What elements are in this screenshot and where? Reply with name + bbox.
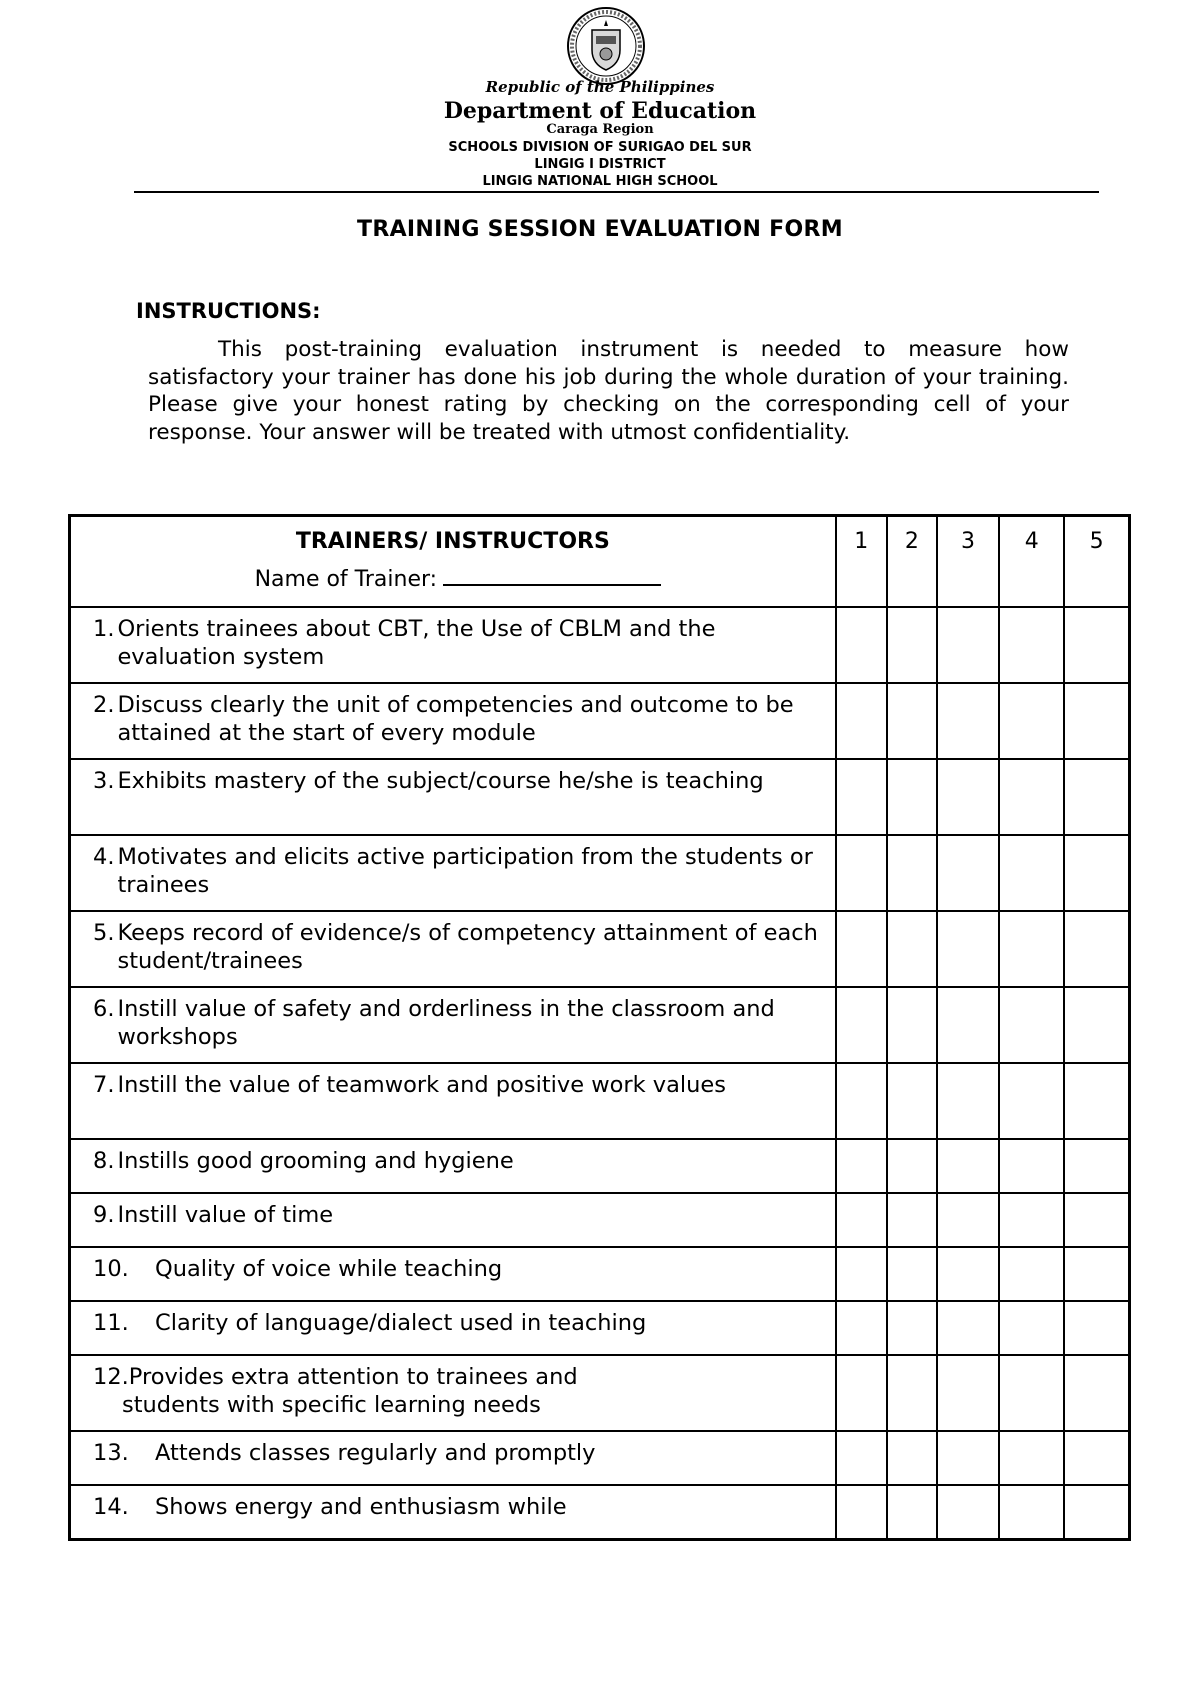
rating-header-2: 2	[887, 516, 937, 608]
criterion-cell	[70, 683, 836, 759]
rating-cell[interactable]	[1064, 1193, 1129, 1247]
rating-cell[interactable]	[887, 987, 937, 1063]
criterion-cell	[70, 1355, 836, 1431]
criterion-number: 13.	[93, 1440, 129, 1466]
criterion-number: 4.	[93, 844, 115, 870]
trainers-header-title: TRAINERS/ INSTRUCTORS	[295, 529, 610, 554]
table-row	[70, 987, 1130, 1063]
rating-cell[interactable]	[1064, 987, 1129, 1063]
criterion-number: 2.	[93, 692, 115, 718]
instructions-label: INSTRUCTIONS:	[136, 299, 321, 323]
rating-cell[interactable]	[937, 1431, 999, 1485]
rating-cell[interactable]	[999, 835, 1064, 911]
criterion-text: Orients trainees about CBT, the Use of CBLM and the evaluation system	[117, 616, 716, 670]
rating-cell[interactable]	[887, 683, 937, 759]
criterion-text: Motivates and elicits active participation from the students or trainees	[117, 844, 813, 898]
table-row	[70, 1485, 1130, 1540]
rating-cell[interactable]	[887, 607, 937, 683]
rating-cell[interactable]	[999, 1193, 1064, 1247]
header-divider	[134, 191, 1099, 193]
rating-cell[interactable]	[999, 987, 1064, 1063]
criterion-number: 7.	[93, 1072, 115, 1098]
rating-cell[interactable]	[1064, 1431, 1129, 1485]
rating-cell[interactable]	[887, 1247, 937, 1301]
criterion-cell	[70, 1063, 836, 1139]
rating-cell[interactable]	[836, 759, 887, 835]
rating-cell[interactable]	[999, 607, 1064, 683]
form-title: TRAINING SESSION EVALUATION FORM	[357, 217, 843, 242]
rating-cell[interactable]	[887, 1485, 937, 1540]
rating-cell[interactable]	[1064, 911, 1129, 987]
rating-cell[interactable]	[887, 1063, 937, 1139]
criterion-cell	[70, 911, 836, 987]
rating-cell[interactable]	[836, 607, 887, 683]
rating-cell[interactable]	[1064, 1301, 1129, 1355]
region-name: Caraga Region	[546, 122, 654, 137]
table-row	[70, 759, 1130, 835]
criterion-number: 3.	[93, 768, 115, 794]
rating-cell[interactable]	[1064, 759, 1129, 835]
criterion-cell	[70, 1485, 836, 1540]
rating-header-5: 5	[1064, 516, 1129, 608]
rating-cell[interactable]	[937, 911, 999, 987]
table-row	[70, 1193, 1130, 1247]
table-row	[70, 1355, 1130, 1431]
rating-cell[interactable]	[999, 1431, 1064, 1485]
criterion-number: 11.	[93, 1310, 129, 1336]
trainer-name-label: Name of Trainer:	[254, 567, 438, 592]
rating-cell[interactable]	[937, 759, 999, 835]
table-row	[70, 683, 1130, 759]
rating-cell[interactable]	[999, 1139, 1064, 1193]
criterion-cell	[70, 759, 836, 835]
rating-cell[interactable]	[999, 1247, 1064, 1301]
criterion-text: Clarity of language/dialect used in teaching	[155, 1310, 647, 1336]
criterion-cell	[70, 1431, 836, 1485]
rating-cell[interactable]	[887, 1431, 937, 1485]
criterion-number: 10.	[93, 1256, 129, 1282]
criterion-cell	[70, 1139, 836, 1193]
trainer-name-blank[interactable]	[443, 566, 661, 586]
rating-cell[interactable]	[1064, 1247, 1129, 1301]
rating-cell[interactable]	[887, 1355, 937, 1431]
criterion-number: 9.	[93, 1202, 115, 1228]
criterion-text: Keeps record of evidence/s of competency attainment of each student/trainees	[117, 920, 818, 974]
rating-cell[interactable]	[887, 835, 937, 911]
rating-cell[interactable]	[999, 1485, 1064, 1540]
republic-line: Republic of the Philippines	[485, 78, 715, 96]
criterion-text: Attends classes regularly and promptly	[155, 1440, 596, 1466]
criterion-number: 8.	[93, 1148, 115, 1174]
evaluation-table	[68, 514, 1131, 1541]
rating-cell[interactable]	[937, 1301, 999, 1355]
rating-cell[interactable]	[887, 1301, 937, 1355]
criterion-text: Instill the value of teamwork and positive work values	[117, 1072, 726, 1098]
table-row	[70, 1063, 1130, 1139]
district-name: LINGIG I DISTRICT	[534, 157, 666, 172]
rating-cell[interactable]	[937, 1355, 999, 1431]
department-name: Department of Education	[443, 98, 757, 124]
table-row	[70, 607, 1130, 683]
division-name: SCHOOLS DIVISION OF SURIGAO DEL SUR	[448, 140, 752, 155]
rating-cell[interactable]	[937, 987, 999, 1063]
table-header-row	[70, 516, 1130, 608]
rating-cell[interactable]	[836, 1301, 887, 1355]
table-row	[70, 1247, 1130, 1301]
rating-cell[interactable]	[836, 1063, 887, 1139]
rating-cell[interactable]	[999, 1063, 1064, 1139]
rating-cell[interactable]	[836, 1193, 887, 1247]
rating-header-4: 4	[999, 516, 1064, 608]
table-row	[70, 1431, 1130, 1485]
trainers-header-cell	[70, 516, 836, 608]
criterion-cell	[70, 835, 836, 911]
rating-cell[interactable]	[999, 911, 1064, 987]
rating-cell[interactable]	[937, 1139, 999, 1193]
school-name: LINGIG NATIONAL HIGH SCHOOL	[482, 174, 718, 189]
rating-cell[interactable]	[887, 1139, 937, 1193]
instructions-text: This post-training evaluation instrument is needed to measure how satisfactory your trainer has done his job during the whole duration of your training. Please give your honest rating by checking on the corresponding cell of your response. Your answer will be treated with utmost confidentiality.	[148, 337, 1069, 445]
rating-cell[interactable]	[937, 835, 999, 911]
criterion-cell	[70, 1301, 836, 1355]
rating-cell[interactable]	[937, 607, 999, 683]
rating-cell[interactable]	[1064, 1063, 1129, 1139]
rating-cell[interactable]	[836, 683, 887, 759]
criterion-number: 12.	[93, 1364, 129, 1390]
criterion-cell	[70, 1193, 836, 1247]
criterion-text: Discuss clearly the unit of competencies and outcome to be attained at the start of every module	[117, 692, 794, 746]
criterion-cell	[70, 1247, 836, 1301]
rating-cell[interactable]	[836, 835, 887, 911]
rating-cell[interactable]	[1064, 1139, 1129, 1193]
rating-cell[interactable]	[836, 987, 887, 1063]
rating-cell[interactable]	[836, 1485, 887, 1540]
rating-cell[interactable]	[1064, 835, 1129, 911]
deped-seal-icon	[566, 6, 646, 86]
criterion-text: Quality of voice while teaching	[155, 1256, 503, 1282]
rating-cell[interactable]	[836, 1139, 887, 1193]
criterion-cell	[70, 607, 836, 683]
rating-cell[interactable]	[836, 1247, 887, 1301]
table-row	[70, 835, 1130, 911]
criterion-text: Instills good grooming and hygiene	[117, 1148, 514, 1174]
rating-cell[interactable]	[887, 759, 937, 835]
rating-header-3: 3	[937, 516, 999, 608]
criterion-cell	[70, 987, 836, 1063]
rating-cell[interactable]	[887, 911, 937, 987]
criterion-text: Shows energy and enthusiasm while	[155, 1494, 567, 1520]
rating-cell[interactable]	[836, 911, 887, 987]
rating-cell[interactable]	[937, 683, 999, 759]
rating-cell[interactable]	[999, 1355, 1064, 1431]
criterion-text-line1: Provides extra attention to trainees and	[128, 1364, 578, 1390]
rating-header-1: 1	[836, 516, 887, 608]
rating-cell[interactable]	[999, 1301, 1064, 1355]
rating-cell[interactable]	[999, 759, 1064, 835]
rating-cell[interactable]	[937, 1247, 999, 1301]
rating-cell[interactable]	[999, 683, 1064, 759]
criterion-text: Exhibits mastery of the subject/course he/she is teaching	[117, 768, 764, 794]
rating-cell[interactable]	[1064, 1355, 1129, 1431]
rating-cell[interactable]	[937, 1193, 999, 1247]
rating-cell[interactable]	[887, 1193, 937, 1247]
criterion-number: 5.	[93, 920, 115, 946]
criterion-number: 1.	[93, 616, 115, 642]
criterion-text-line2: students with specific learning needs	[122, 1391, 541, 1418]
rating-cell[interactable]	[937, 1485, 999, 1540]
criterion-number: 14.	[93, 1494, 129, 1520]
criterion-number: 6.	[93, 996, 115, 1022]
table-row	[70, 1139, 1130, 1193]
rating-cell[interactable]	[836, 1355, 887, 1431]
table-row	[70, 1301, 1130, 1355]
table-row	[70, 911, 1130, 987]
rating-cell[interactable]	[937, 1063, 999, 1139]
rating-cell[interactable]	[836, 1431, 887, 1485]
criterion-text: Instill value of time	[117, 1202, 334, 1228]
rating-cell[interactable]	[1064, 1485, 1129, 1540]
rating-cell[interactable]	[1064, 683, 1129, 759]
criterion-text: Instill value of safety and orderliness in the classroom and workshops	[117, 996, 775, 1050]
trainer-name-field[interactable]	[71, 566, 835, 592]
rating-cell[interactable]	[1064, 607, 1129, 683]
